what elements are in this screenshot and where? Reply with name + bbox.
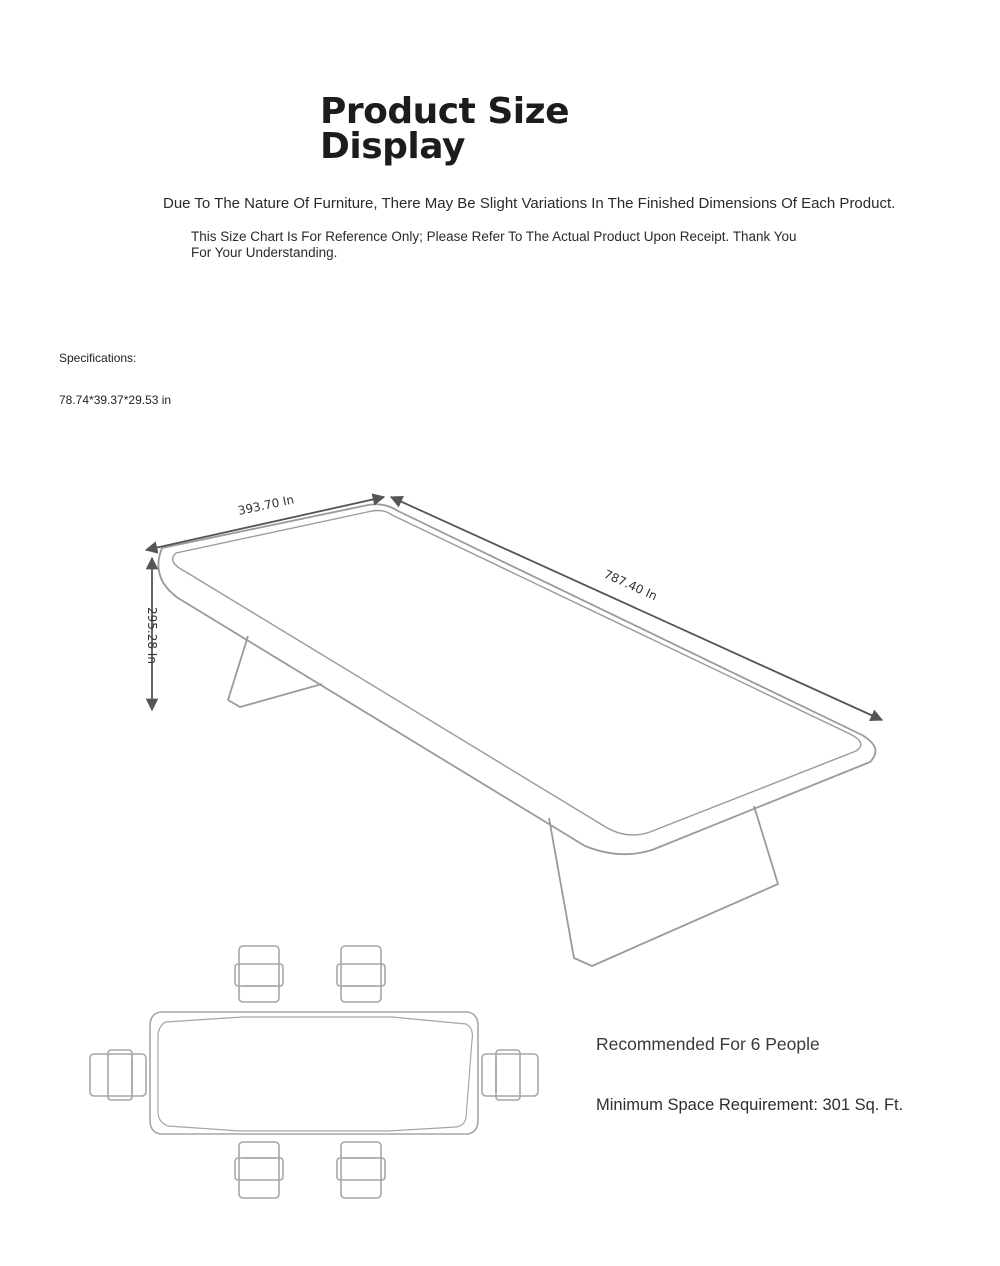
table-top-inner	[173, 511, 861, 835]
dimension-arrows	[146, 497, 882, 720]
chair-icon	[90, 1050, 146, 1100]
page-title-line-1: Product Size	[320, 91, 569, 132]
chair-icon	[235, 946, 283, 1002]
plan-table-outer	[150, 1012, 478, 1134]
table-perspective-view	[158, 504, 875, 966]
space-requirement: Minimum Space Requirement: 301 Sq. Ft.	[596, 1096, 904, 1114]
arrow-icon	[391, 497, 882, 720]
width-dimension-label: 393.70 In	[236, 492, 296, 518]
plan-table-inner	[158, 1017, 472, 1131]
reference-disclaimer: This Size Chart Is For Reference Only; Please Refer To The Actual Product Upon Receipt. Thank You For Your Understanding.	[191, 229, 797, 260]
length-dimension-label: 787.40 In	[601, 566, 660, 604]
chair-icon	[482, 1050, 538, 1100]
specifications-label: Specifications:	[59, 351, 137, 365]
chair-icon	[235, 1142, 283, 1198]
table-top-outer	[158, 504, 875, 854]
height-dimension-label: 295.28 In	[145, 607, 159, 664]
page-title-line-2: Display	[320, 126, 465, 167]
table-leg-right	[549, 806, 778, 966]
chair-icon	[337, 946, 385, 1002]
seating-plan	[90, 946, 538, 1198]
variation-notice: Due To The Nature Of Furniture, There May Be Slight Variations In The Finished Dimensions Of Each Product.	[163, 195, 896, 212]
seating-capacity: Recommended For 6 People	[596, 1034, 820, 1054]
specifications-value: 78.74*39.37*29.53 in	[59, 393, 172, 407]
chair-icon	[337, 1142, 385, 1198]
